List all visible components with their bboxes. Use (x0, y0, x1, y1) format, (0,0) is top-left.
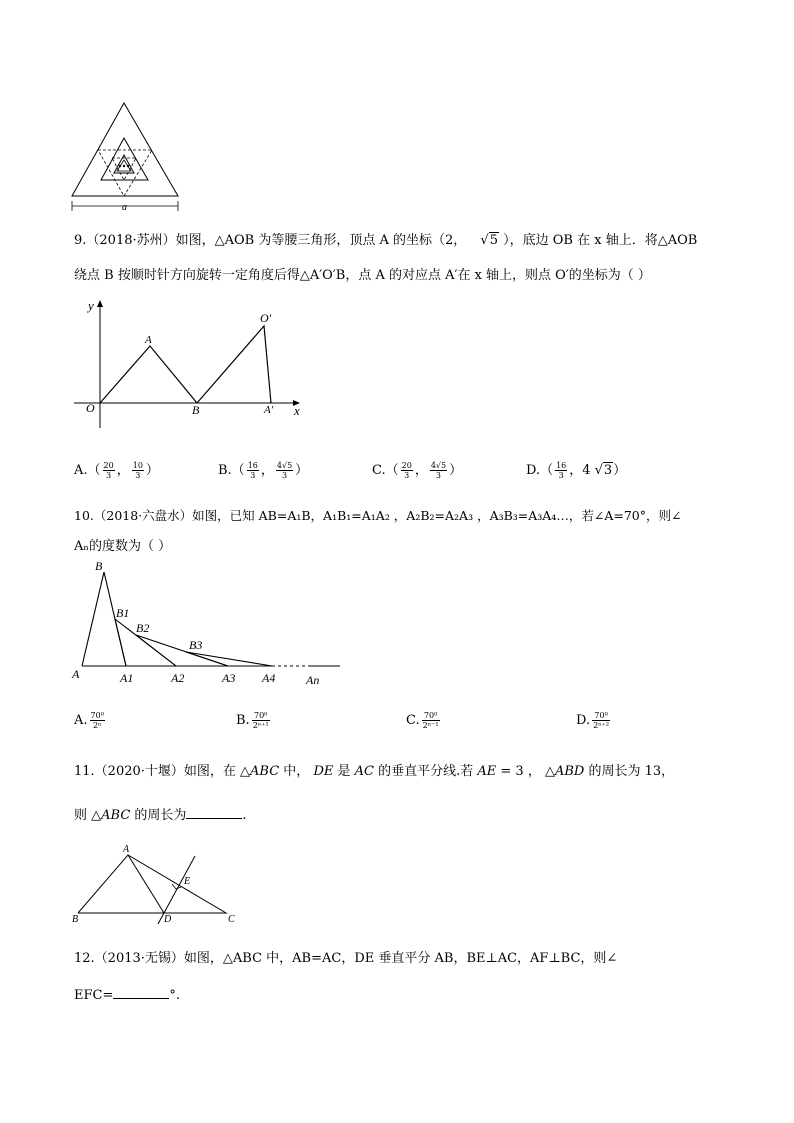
label-b1: B1 (116, 606, 130, 620)
label-c: C (228, 914, 235, 925)
label-b3: B3 (189, 638, 203, 652)
nested-triangles-figure (66, 100, 186, 212)
label-o: O (86, 401, 95, 415)
label-a: A (145, 334, 152, 346)
outer-triangle (72, 103, 178, 196)
q10-option-c[interactable]: C. $\frac{\text{70⁰}}{\text{2ⁿ⁻¹}}$ (406, 711, 439, 730)
ellipsis-dot (127, 165, 129, 167)
label-a: a (122, 202, 127, 212)
answer-blank[interactable] (113, 986, 169, 999)
answer-blank[interactable] (186, 806, 242, 819)
q9-coordinate-figure (68, 296, 308, 434)
q10-option-a[interactable]: A. $\frac{\text{70⁰}}{\text{2ⁿ}}$ (74, 711, 104, 730)
segment-a-b (82, 572, 104, 666)
label-b2: B2 (136, 621, 150, 635)
label-b: B (95, 559, 103, 573)
dashed-triangle-2 (112, 158, 136, 180)
label-a4: A4 (262, 671, 276, 685)
segment-b3-a4 (186, 652, 272, 666)
label-o-prime: O′ (260, 311, 272, 325)
label-a2: A2 (171, 671, 185, 685)
sqrt-symbol: √ (480, 233, 489, 248)
y-axis-arrow (97, 300, 103, 307)
q10-line1: 10.（2018·六盘水）如图，已知 AB=A₁B，A₁B₁=A₁A₂ ，A₂B₂=A₂A₃ ，A₃B₃=A₃A₄…，若∠A=70°，则∠ (74, 508, 682, 523)
label-a3: A3 (222, 671, 236, 685)
label-x: x (294, 403, 300, 418)
q12-line1: 12.（2013·无锡）如图，△ABC 中，AB=AC，DE 垂直平分 AB，BE⊥AC，AF⊥BC，则∠ (74, 951, 618, 966)
q11-triangle-figure (68, 842, 238, 926)
segment-a3-b3 (186, 652, 228, 666)
label-a-prime: A′ (264, 404, 274, 416)
q9-line1: 9.（2018·苏州）如图，△AOB 为等腰三角形，顶点 A 的坐标（2， √5 ），底边 OB 在 x 轴上．将△AOB (74, 233, 698, 248)
q9-option-b[interactable]: B.（ $\frac{16}{3}$ ， $\frac{4√5}{3}$ ） (218, 461, 309, 480)
triangle-abc (78, 855, 226, 913)
triangle-a-prime-o-prime-b (197, 326, 271, 403)
label-a: A (72, 667, 80, 681)
inner-triangle-1 (101, 138, 148, 180)
segment-a2-b2 (136, 635, 176, 666)
q10-option-d[interactable]: D. $\frac{\text{70⁰}}{\text{2ⁿ⁺²}}$ (576, 711, 610, 730)
label-d: D (164, 914, 172, 925)
q10-line2: Aₙ的度数为（ ） (74, 539, 172, 554)
q9-option-a[interactable]: A.（ $\frac{20}{3}$ ， $\frac{10}{3}$ ） (74, 461, 159, 480)
ellipsis-dot (119, 165, 121, 167)
ellipsis-dot (123, 165, 125, 167)
q11-line2: 则 △ABC 的周长为 . (74, 808, 247, 823)
label-an: An (306, 673, 320, 687)
label-e: E (184, 876, 191, 887)
q12-line2: EFC= °. (74, 988, 180, 1003)
segment-a-d (128, 855, 164, 913)
q10-triangles-figure (68, 558, 348, 690)
triangle-aob (100, 346, 197, 403)
label-b: B (192, 403, 200, 417)
q9-option-c[interactable]: C.（ $\frac{20}{3}$ ， $\frac{4√5}{3}$ ） (372, 461, 463, 480)
q11-line1: 11.（2020·十堰）如图，在 △ABC 中， DE 是 AC 的垂直平分线.若 AE = 3 ， △ABD 的周长为 13， (74, 764, 675, 779)
label-y: y (88, 298, 94, 313)
label-a1: A1 (120, 671, 134, 685)
label-a: A (123, 844, 130, 855)
q9-line2: 绕点 B 按顺时针方向旋转一定角度后得△A′O′B，点 A 的对应点 A′在 x 轴上，则点 O′的坐标为（ ） (74, 268, 651, 283)
q10-option-b[interactable]: B. $\frac{\text{70⁰}}{\text{2ⁿ⁺¹}}$ (236, 711, 269, 730)
q9-option-d[interactable]: D.（ $\frac{16}{3}$ ，4 √3） (526, 461, 627, 480)
label-b: B (72, 914, 79, 925)
